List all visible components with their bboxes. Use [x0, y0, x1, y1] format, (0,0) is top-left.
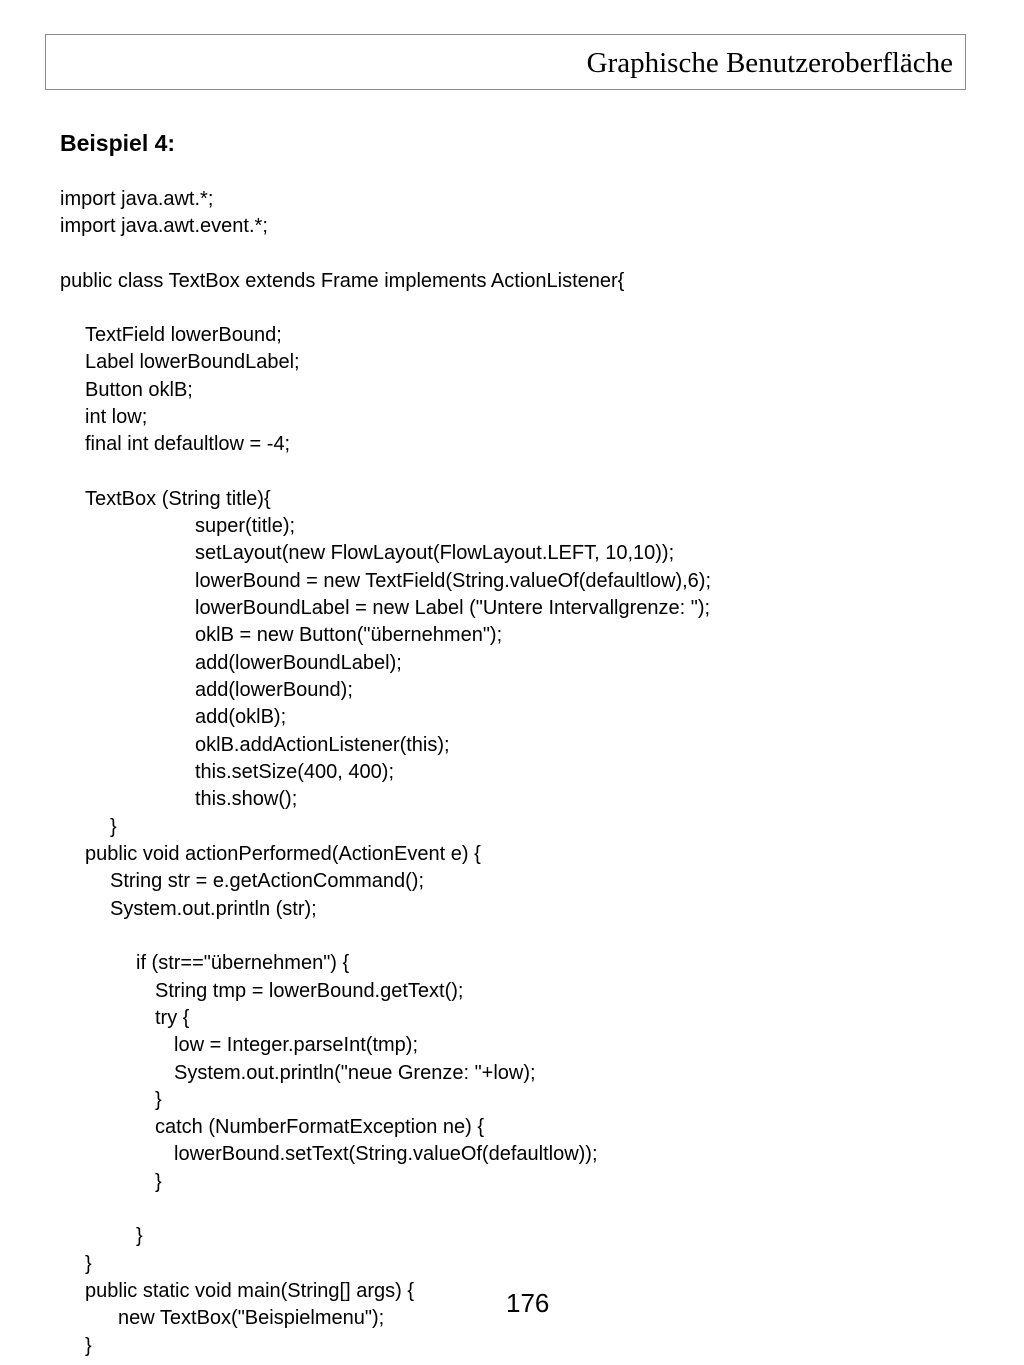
code-line: setLayout(new FlowLayout(FlowLayout.LEFT, 10,10)); — [195, 542, 675, 564]
page-number: 176 — [506, 1288, 550, 1318]
page-title: Graphische Benutzeroberfläche — [586, 47, 953, 79]
code-line: import java.awt.*; — [60, 188, 214, 210]
code-line: oklB.addActionListener(this); — [195, 734, 450, 756]
code-line: } — [110, 816, 117, 838]
code-line: if (str=="übernehmen") { — [136, 952, 350, 974]
code-line: import java.awt.event.*; — [60, 215, 268, 237]
code-line: } — [155, 1089, 162, 1111]
code-line: TextBox (String title){ — [85, 488, 271, 510]
code-line: System.out.println (str); — [110, 898, 317, 920]
code-line: public static void main(String[] args) { — [85, 1280, 415, 1302]
code-line: super(title); — [195, 515, 296, 537]
code-line: Label lowerBoundLabel; — [85, 351, 300, 373]
code-line: add(lowerBound); — [195, 679, 353, 701]
code-line: this.setSize(400, 400); — [195, 761, 394, 783]
code-line: System.out.println("neue Grenze: "+low); — [174, 1062, 536, 1084]
code-line: public class TextBox extends Frame implements ActionListener{ — [60, 270, 625, 292]
code-line: final int defaultlow = -4; — [85, 433, 291, 455]
code-line: lowerBound = new TextField(String.valueOf(defaultlow),6); — [195, 570, 711, 592]
code-line: low = Integer.parseInt(tmp); — [174, 1034, 419, 1056]
code-line: new TextBox("Beispielmenu"); — [118, 1307, 385, 1329]
code-line: this.show(); — [195, 788, 298, 810]
section-heading: Beispiel 4: — [60, 130, 176, 156]
code-line: oklB = new Button("übernehmen"); — [195, 624, 503, 646]
code-line: TextField lowerBound; — [85, 324, 282, 346]
code-line: int low; — [85, 406, 148, 428]
code-line: lowerBound.setText(String.valueOf(defaultlow)); — [174, 1143, 598, 1165]
code-line: try { — [155, 1007, 190, 1029]
code-line: String str = e.getActionCommand(); — [110, 870, 425, 892]
code-line: catch (NumberFormatException ne) { — [155, 1116, 485, 1138]
code-line: String tmp = lowerBound.getText(); — [155, 980, 464, 1002]
code-line: Button oklB; — [85, 379, 193, 401]
code-line: public void actionPerformed(ActionEvent e) { — [85, 843, 481, 865]
code-line: } — [155, 1171, 162, 1193]
code-line: } — [85, 1253, 92, 1275]
code-line: lowerBoundLabel = new Label ("Untere Intervallgrenze: "); — [195, 597, 711, 619]
code-line: add(lowerBoundLabel); — [195, 652, 402, 674]
code-line: } — [136, 1225, 143, 1247]
code-line: } — [85, 1335, 92, 1357]
code-line: add(oklB); — [195, 706, 287, 728]
